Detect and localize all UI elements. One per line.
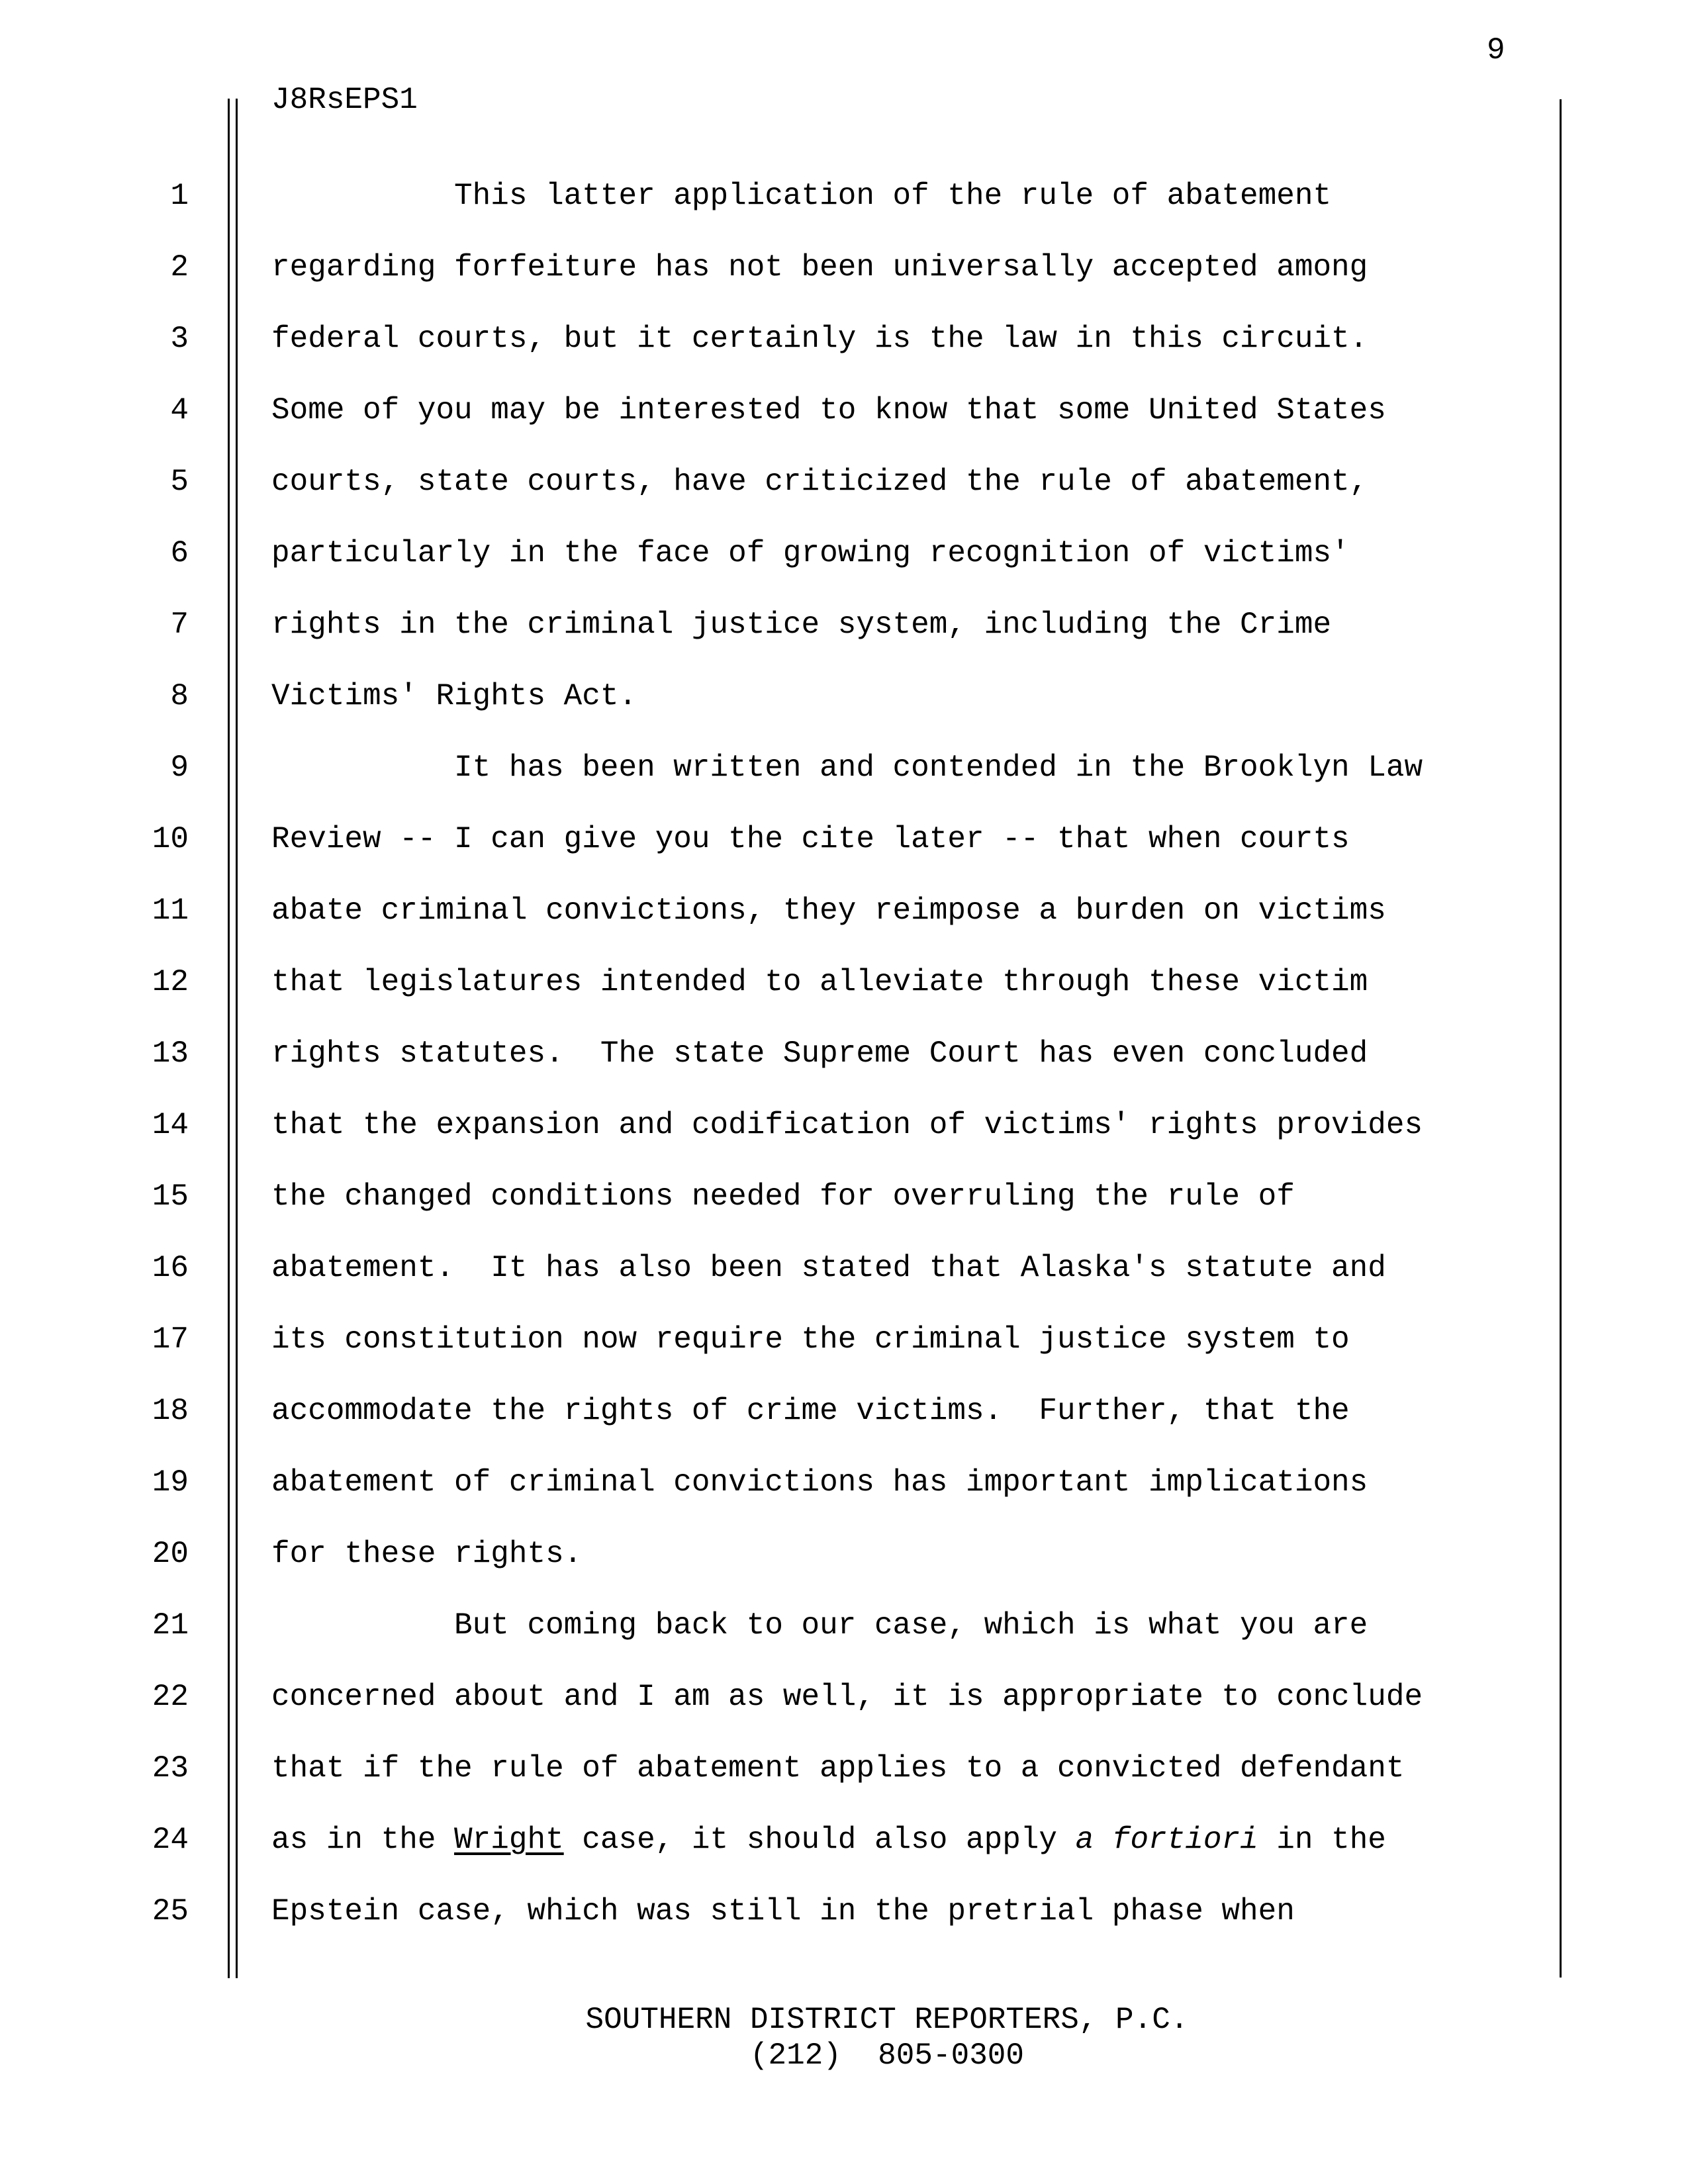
text-segment: This latter application of the rule of abatement <box>271 179 1332 213</box>
line-number: 19 <box>152 1465 189 1500</box>
line-text <box>271 467 1368 497</box>
italic-latin-phrase: a fortiori <box>1075 1823 1258 1857</box>
line-number: 8 <box>170 679 189 713</box>
text-segment: as in the <box>271 1823 455 1857</box>
line-text <box>271 1110 1423 1140</box>
line-text <box>271 895 1386 926</box>
line-number: 2 <box>170 250 189 285</box>
line-text <box>271 395 1386 426</box>
line-number: 6 <box>170 536 189 570</box>
text-segment: Epstein case, which was still in the pretrial phase when <box>271 1894 1295 1929</box>
line-number: 1 <box>170 179 189 213</box>
line-number: 14 <box>152 1108 189 1142</box>
line-text <box>271 252 1368 283</box>
line-number: 4 <box>170 393 189 428</box>
line-number: 12 <box>152 965 189 999</box>
text-segment: courts, state courts, have criticized the rule of abatement, <box>271 465 1368 499</box>
text-segment: the changed conditions needed for overruling the rule of <box>271 1179 1295 1214</box>
line-number: 25 <box>152 1894 189 1929</box>
line-text <box>271 681 637 711</box>
line-number: 7 <box>170 608 189 642</box>
line-text <box>271 752 1423 783</box>
line-text <box>271 1467 1368 1498</box>
text-segment: rights in the criminal justice system, including the Crime <box>271 608 1332 642</box>
line-number: 3 <box>170 322 189 356</box>
line-text <box>271 1396 1350 1426</box>
line-text <box>271 1324 1350 1355</box>
line-number: 15 <box>152 1179 189 1214</box>
text-segment: in the <box>1258 1823 1386 1857</box>
text-segment: Some of you may be interested to know that some United States <box>271 393 1386 428</box>
reporter-name: SOUTHERN DISTRICT REPORTERS, P.C. <box>585 2003 1189 2037</box>
line-text <box>271 1038 1368 1069</box>
underlined-case-name: Wright <box>454 1823 564 1857</box>
line-text <box>271 967 1368 997</box>
text-segment: for these rights. <box>271 1537 583 1571</box>
text-segment: abatement of criminal convictions has important implications <box>271 1465 1368 1500</box>
text-segment: particularly in the face of growing recognition of victims' <box>271 536 1350 570</box>
text-segment: case, it should also apply <box>563 1823 1076 1857</box>
reporter-phone: (212) 805-0300 <box>749 2038 1025 2073</box>
line-number: 18 <box>152 1394 189 1428</box>
text-segment: accommodate the rights of crime victims. Further, that the <box>271 1394 1350 1428</box>
line-number: 5 <box>170 465 189 499</box>
left-margin-double-rule <box>228 99 238 1978</box>
text-segment: But coming back to our case, which is what you are <box>271 1608 1368 1643</box>
text-segment: its constitution now require the criminal justice system to <box>271 1322 1350 1357</box>
text-segment: abate criminal convictions, they reimpose a burden on victims <box>271 893 1386 928</box>
line-number: 20 <box>152 1537 189 1571</box>
line-number: 22 <box>152 1680 189 1714</box>
right-margin-rule <box>1560 99 1562 1978</box>
line-text <box>271 1539 582 1569</box>
text-segment: that if the rule of abatement applies to a convicted defendant <box>271 1751 1405 1786</box>
line-text <box>271 824 1350 854</box>
line-text <box>271 1610 1368 1641</box>
line-text <box>271 1181 1295 1212</box>
line-number: 11 <box>152 893 189 928</box>
text-segment: that the expansion and codification of victims' rights provides <box>271 1108 1423 1142</box>
line-number: 16 <box>152 1251 189 1285</box>
text-segment: It has been written and contended in the Brooklyn Law <box>271 751 1423 785</box>
text-segment: Victims' Rights Act. <box>271 679 637 713</box>
text-segment: rights statutes. The state Supreme Court has even concluded <box>271 1036 1368 1071</box>
line-number: 13 <box>152 1036 189 1071</box>
transcript-id: J8RsEPS1 <box>271 83 418 117</box>
text-segment: concerned about and I am as well, it is appropriate to conclude <box>271 1680 1423 1714</box>
text-segment: that legislatures intended to alleviate through these victim <box>271 965 1368 999</box>
line-text <box>271 1682 1423 1712</box>
page-number: 9 <box>1487 33 1505 68</box>
line-text <box>271 181 1331 211</box>
text-segment: federal courts, but it certainly is the law in this circuit. <box>271 322 1368 356</box>
line-text <box>271 1253 1386 1283</box>
line-text <box>271 1825 1386 1855</box>
line-number: 21 <box>152 1608 189 1643</box>
line-text <box>271 1753 1404 1784</box>
line-number: 9 <box>170 751 189 785</box>
line-number: 24 <box>152 1823 189 1857</box>
text-segment: abatement. It has also been stated that Alaska's statute and <box>271 1251 1386 1285</box>
line-text <box>271 1896 1295 1927</box>
text-segment: Review -- I can give you the cite later -- that when courts <box>271 822 1350 856</box>
line-text <box>271 610 1331 640</box>
line-number: 10 <box>152 822 189 856</box>
line-number: 23 <box>152 1751 189 1786</box>
line-number: 17 <box>152 1322 189 1357</box>
line-text <box>271 538 1350 569</box>
text-segment: regarding forfeiture has not been universally accepted among <box>271 250 1368 285</box>
line-text <box>271 324 1368 354</box>
